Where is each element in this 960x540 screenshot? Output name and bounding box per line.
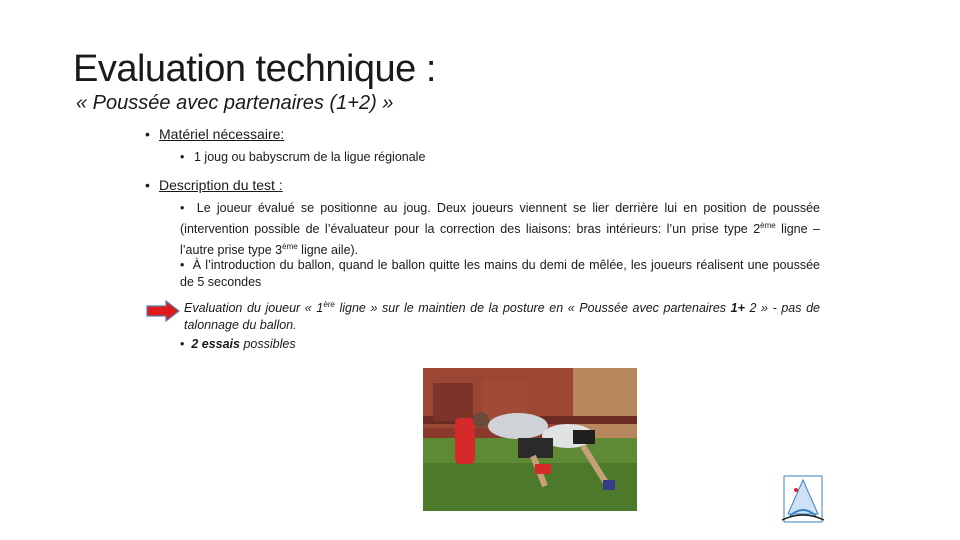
- description-heading: Description du test :: [159, 177, 283, 193]
- materiel-item-text: 1 joug ou babyscrum de la ligue régionale: [194, 150, 426, 164]
- p1-text-start: Le joueur évalué se positionne au joug. Deux joueurs viennent se lier derrière lui en position de poussée (intervention possible de l’évaluateur pour la correction des liaisons: bras intérieurs: l’un prise type 2: [180, 201, 821, 237]
- federation-logo-icon: [780, 474, 826, 526]
- materiel-item: [180, 150, 425, 164]
- description-paragraph-1: [180, 200, 820, 259]
- bullet-dot: •: [180, 258, 193, 272]
- bullet-dot: •: [180, 201, 197, 215]
- p3-bold: 1+: [730, 301, 745, 316]
- p2-text: À l’introduction du ballon, quand le ballon quitte les mains du demi de mêlée, les joueurs réalisent une poussée de 5 secondes: [180, 258, 820, 289]
- bullet-dot: •: [180, 150, 185, 164]
- description-paragraph-2: [180, 257, 820, 291]
- p1-text-mid: ligne – l’autre prise type 3: [180, 222, 820, 258]
- p1-text-end: ligne aile).: [297, 243, 359, 258]
- description-paragraph-3: [184, 296, 820, 334]
- p4-text-end: possibles: [240, 337, 296, 351]
- p3-text-mid: ligne » sur le maintien de la posture en « Poussée avec partenaires: [334, 301, 731, 316]
- slide-title: Evaluation technique :: [73, 48, 436, 90]
- red-arrow-icon: [146, 300, 180, 322]
- p1-sup-2: ème: [282, 242, 298, 252]
- p1-sup-1: ème: [760, 221, 776, 230]
- bullet-dot: •: [145, 177, 150, 193]
- description-bullet: [145, 177, 283, 193]
- p3-text-start: Evaluation du joueur « 1: [184, 301, 324, 316]
- description-paragraph-4: [180, 336, 820, 353]
- bullet-dot: •: [145, 126, 150, 142]
- p3-sup: ère: [323, 300, 335, 309]
- slide-subtitle: « Poussée avec partenaires (1+2) »: [76, 92, 394, 114]
- materiel-heading: Matériel nécessaire:: [159, 126, 285, 142]
- p3-text-end: 2 » - pas de talonnage du ballon.: [184, 301, 820, 333]
- bullet-dot: •: [180, 337, 192, 351]
- rugby-scrum-photo: [423, 368, 637, 511]
- materiel-bullet: [145, 126, 284, 142]
- p4-bold: 2 essais: [191, 337, 240, 351]
